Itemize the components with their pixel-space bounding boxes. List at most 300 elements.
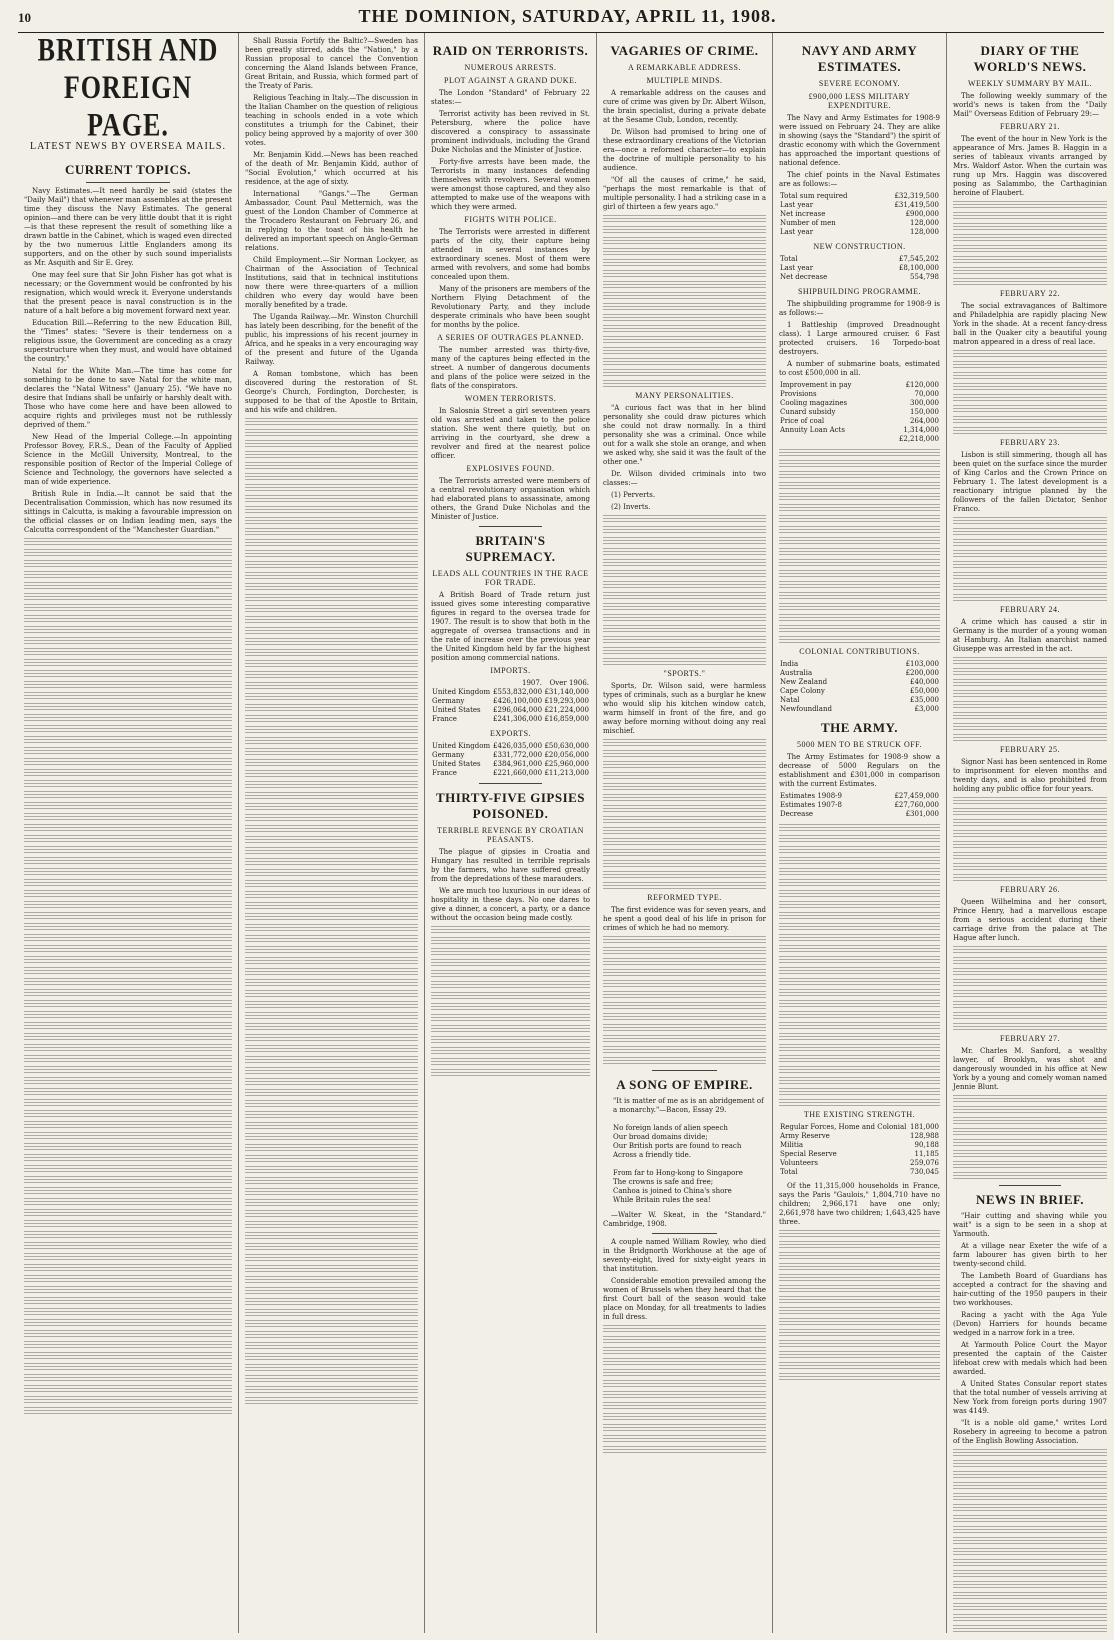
text-line bbox=[603, 860, 766, 869]
topic-paragraph: One may feel sure that Sir John Fisher has got what is necessary; or the Government would be confronted by his resignation, which would wreck it. Everyone understands that the present peace is naval construction is in the nature of a halt before a big movement forward next year. bbox=[24, 271, 232, 315]
text-line bbox=[245, 682, 418, 691]
text-line bbox=[245, 462, 418, 471]
raid-heading: RAID ON TERRORISTS. bbox=[432, 43, 589, 58]
table-cell: 128,988 bbox=[910, 1132, 939, 1140]
diary-entry: Mr. Charles M. Sanford, a wealthy lawyer, of Brooklyn, was shot and dangerously wounded in his office at New York by a young and comely woman named Jennie Blunt. bbox=[953, 1047, 1107, 1091]
text-line bbox=[431, 959, 590, 968]
text-line bbox=[779, 868, 940, 877]
table-row bbox=[779, 255, 940, 264]
raid-body bbox=[431, 89, 590, 212]
text-line bbox=[603, 237, 766, 246]
text-line bbox=[603, 1380, 766, 1389]
diary-entry: Signor Nasi has been sentenced in Rome to imprisonment for eleven months and twenty days, and is also prohibited from holding any public office for four years. bbox=[953, 758, 1107, 793]
text-line bbox=[24, 736, 232, 745]
diary-subheading: WEEKLY SUMMARY BY MAIL. bbox=[967, 79, 1093, 88]
paragraph: "Of all the causes of crime," he said, "perhaps the most remarkable is that of multiple personality. I had a striking case in a girl of thirteen a few years ago." bbox=[603, 176, 766, 211]
text-line bbox=[245, 671, 418, 680]
text-line bbox=[779, 1230, 940, 1239]
text-line bbox=[245, 858, 418, 867]
crime-subheading: A REMARKABLE ADDRESS. bbox=[628, 63, 741, 72]
text-line bbox=[603, 1046, 766, 1055]
table-cell: £331,772,000 bbox=[493, 751, 543, 759]
personalities-body bbox=[603, 404, 766, 512]
table-cell: £19,293,000 bbox=[544, 697, 589, 705]
text-line bbox=[245, 935, 418, 944]
text-line bbox=[24, 571, 232, 580]
table-row bbox=[779, 273, 940, 282]
text-line bbox=[779, 1307, 940, 1316]
paragraph: The Army Estimates for 1908-9 show a decrease of 5000 Regulars on the establishment and £301,000 in comparison with the current Estimates. bbox=[779, 753, 940, 788]
table-cell: £426,100,000 bbox=[493, 697, 543, 705]
text-line bbox=[603, 849, 766, 858]
paragraph: "A curious fact was that in her blind personality she could draw pictures which she could not draw normally. In a third personality she was a criminal. Once while out for a walk she stole an orange, and when we asked why, she said it was the fault of the other one." bbox=[603, 404, 766, 466]
table-cell: £11,213,000 bbox=[544, 769, 589, 777]
topic-paragraph: Shall Russia Fortify the Baltic?—Sweden has been greatly stirred, adds the "Nation," by a Russian proposal to cancel the Convention concerning the Aland Islands between France, Great Britain, and Russia, which formed part of the Treaty of Paris. bbox=[245, 37, 418, 90]
text-line bbox=[24, 1033, 232, 1042]
text-line bbox=[245, 1386, 418, 1395]
brief-item: At Yarmouth Police Court the Mayor presented the captain of the Caister lifeboat crew with medals which had been awarded. bbox=[953, 1341, 1107, 1376]
text-line bbox=[245, 638, 418, 647]
text-line bbox=[953, 990, 1107, 999]
text-line bbox=[245, 1133, 418, 1142]
table-cell: Improvement in pay bbox=[780, 381, 852, 389]
table-cell: 90,188 bbox=[914, 1141, 939, 1149]
text-line bbox=[953, 1150, 1107, 1159]
diary-text bbox=[953, 1095, 1107, 1181]
exports-heading: EXPORTS. bbox=[489, 729, 532, 738]
text-line bbox=[603, 647, 766, 656]
text-line bbox=[779, 515, 940, 524]
text-line bbox=[245, 484, 418, 493]
text-line bbox=[245, 1265, 418, 1274]
text-line bbox=[953, 1106, 1107, 1115]
paragraph: The chief points in the Naval Estimates are as follows:— bbox=[779, 171, 940, 188]
table-cell: Cooling magazines bbox=[780, 399, 848, 407]
text-line bbox=[953, 201, 1107, 210]
text-line bbox=[953, 528, 1107, 537]
table-cell: United Kingdom bbox=[432, 688, 491, 696]
table-cell: £21,224,000 bbox=[544, 706, 589, 714]
table-cell: Number of men bbox=[780, 219, 836, 227]
table-cell: Last year bbox=[780, 264, 814, 272]
table-cell: Germany bbox=[432, 751, 465, 759]
table-cell: Decrease bbox=[780, 810, 814, 818]
table-cell: France bbox=[432, 715, 457, 723]
text-line bbox=[779, 460, 940, 469]
table-cell: £50,000 bbox=[910, 687, 939, 695]
text-line bbox=[245, 946, 418, 955]
text-line bbox=[245, 1309, 418, 1318]
table-row bbox=[779, 1141, 940, 1150]
text-line bbox=[779, 1362, 940, 1371]
text-line bbox=[431, 1014, 590, 1023]
text-line bbox=[953, 723, 1107, 732]
topic-paragraph: Navy Estimates.—It need hardly be said (states the "Daily Mail") that whenever man assembles at the present time they discuss the Navy Estimates. The general opinion—and there can be very little doubt that it is right—is that these represent the result of something like a drawn battle in the Cabinet, which is waged even directed by the two numerous Little Englanders among its supporters, and on the other by such sound imperialists as Mr. Asquith and Sir E. Grey. bbox=[24, 187, 232, 267]
text-line bbox=[24, 1209, 232, 1218]
column-2 bbox=[239, 33, 425, 1633]
table-cell: United States bbox=[432, 760, 481, 768]
table-cell: Net decrease bbox=[780, 273, 828, 281]
text-line bbox=[603, 772, 766, 781]
text-line bbox=[603, 603, 766, 612]
year-column-header: 1907. bbox=[521, 679, 543, 687]
table-cell: £296,064,000 bbox=[493, 706, 543, 714]
text-line bbox=[24, 1352, 232, 1361]
women-body bbox=[431, 407, 590, 461]
text-line bbox=[603, 1336, 766, 1345]
text-line bbox=[245, 495, 418, 504]
diary-text bbox=[953, 517, 1107, 603]
text-line bbox=[24, 1110, 232, 1119]
text-line bbox=[245, 1144, 418, 1153]
crime-text bbox=[603, 515, 766, 667]
text-line bbox=[245, 880, 418, 889]
text-line bbox=[603, 1057, 766, 1066]
diary-date: FEBRUARY 22. bbox=[1000, 289, 1060, 298]
table-cell: United Kingdom bbox=[432, 742, 491, 750]
text-line bbox=[953, 517, 1107, 526]
text-line bbox=[245, 704, 418, 713]
text-line bbox=[245, 814, 418, 823]
text-line bbox=[953, 416, 1107, 425]
text-line bbox=[953, 979, 1107, 988]
table-cell: Annuity Loan Acts bbox=[780, 426, 845, 434]
text-line bbox=[24, 1396, 232, 1405]
text-line bbox=[953, 1548, 1107, 1557]
text-line bbox=[779, 846, 940, 855]
text-line bbox=[779, 625, 940, 634]
gipsies-body bbox=[431, 848, 590, 923]
table-cell: £31,140,000 bbox=[544, 688, 589, 696]
army-heading: THE ARMY. bbox=[821, 720, 898, 735]
plot-subheading: PLOT AGAINST A GRAND DUKE. bbox=[444, 76, 577, 85]
column-5 bbox=[773, 33, 947, 1633]
text-line bbox=[245, 1210, 418, 1219]
text-line bbox=[24, 549, 232, 558]
army-text bbox=[779, 824, 940, 1108]
text-line bbox=[24, 813, 232, 822]
topic-paragraph: New Head of the Imperial College.—In appointing Professor Bovey, F.R.S., Dean of the Faculty of Applied Science in the McGill University, Montreal, to the responsible position of Rector of the Imperial College of Science and Technology, the governors have selected a man of wide experience. bbox=[24, 433, 232, 486]
table-cell: 150,000 bbox=[910, 408, 939, 416]
text-line bbox=[779, 1296, 940, 1305]
text-line bbox=[953, 668, 1107, 677]
table-cell: 11,185 bbox=[914, 1150, 939, 1158]
table-cell: 1,314,000 bbox=[903, 426, 939, 434]
columns bbox=[18, 33, 1107, 1633]
text-line bbox=[953, 1537, 1107, 1546]
text-line bbox=[779, 824, 940, 833]
text-line bbox=[603, 1413, 766, 1422]
column-6-text bbox=[953, 1449, 1107, 1633]
column-1-text bbox=[24, 538, 232, 1416]
text-line bbox=[603, 592, 766, 601]
text-line bbox=[779, 901, 940, 910]
table-cell: Militia bbox=[780, 1141, 804, 1149]
text-line bbox=[24, 1231, 232, 1240]
text-line bbox=[24, 747, 232, 756]
column-1 bbox=[18, 33, 239, 1633]
table-row bbox=[431, 742, 590, 751]
text-line bbox=[603, 303, 766, 312]
text-line bbox=[245, 1320, 418, 1329]
text-line bbox=[603, 215, 766, 224]
text-line bbox=[24, 582, 232, 591]
table-cell: 128,000 bbox=[910, 219, 939, 227]
table-row bbox=[779, 1150, 940, 1159]
text-line bbox=[24, 615, 232, 624]
text-line bbox=[779, 592, 940, 601]
text-line bbox=[779, 1285, 940, 1294]
text-line bbox=[24, 879, 232, 888]
table-cell: Newfoundland bbox=[780, 705, 832, 713]
text-line bbox=[24, 1242, 232, 1251]
text-line bbox=[779, 967, 940, 976]
text-line bbox=[245, 517, 418, 526]
text-line bbox=[245, 451, 418, 460]
table-cell: United States bbox=[432, 706, 481, 714]
text-line bbox=[245, 506, 418, 515]
text-line bbox=[779, 1033, 940, 1042]
imports-heading: IMPORTS. bbox=[490, 666, 531, 675]
text-line bbox=[953, 550, 1107, 559]
text-line bbox=[24, 1165, 232, 1174]
paragraph: The number arrested was thirty-five, many of the captures being effected in the street. A number of dangerous documents and plans of the police were seized in the flats of the conspirators. bbox=[431, 346, 590, 390]
table-row bbox=[779, 705, 940, 714]
text-line bbox=[779, 1329, 940, 1338]
text-line bbox=[603, 1035, 766, 1044]
text-line bbox=[245, 979, 418, 988]
text-line bbox=[953, 223, 1107, 232]
current-topics-heading: CURRENT TOPICS. bbox=[65, 162, 191, 177]
text-line bbox=[245, 1023, 418, 1032]
text-line bbox=[24, 593, 232, 602]
text-line bbox=[603, 1013, 766, 1022]
text-line bbox=[779, 504, 940, 513]
table-cell: £20,056,000 bbox=[544, 751, 589, 759]
text-line bbox=[603, 537, 766, 546]
text-line bbox=[603, 1325, 766, 1334]
colonial-subheading: COLONIAL CONTRIBUTIONS. bbox=[799, 647, 920, 656]
text-line bbox=[953, 361, 1107, 370]
table-row bbox=[779, 792, 940, 801]
text-line bbox=[245, 1364, 418, 1373]
table-cell: £7,545,202 bbox=[898, 255, 939, 263]
text-line bbox=[603, 625, 766, 634]
table-row bbox=[779, 228, 940, 237]
text-line bbox=[245, 968, 418, 977]
paragraph: Many of the prisoners are members of the Northern Flying Detachment of the Revolutionary Party, and they include desperate criminals who have been sought for months by the police. bbox=[431, 285, 590, 329]
text-line bbox=[245, 924, 418, 933]
text-line bbox=[779, 1011, 940, 1020]
text-line bbox=[779, 570, 940, 579]
brief-item: At a village near Exeter the wife of a farm labourer has given birth to her twenty-second child. bbox=[953, 1242, 1107, 1268]
text-line bbox=[24, 604, 232, 613]
text-line bbox=[24, 846, 232, 855]
text-line bbox=[953, 874, 1107, 883]
text-line bbox=[603, 259, 766, 268]
army-table bbox=[779, 792, 940, 819]
text-line bbox=[245, 913, 418, 922]
households-body bbox=[779, 1182, 940, 1227]
text-line bbox=[24, 989, 232, 998]
table-cell: Total bbox=[780, 255, 798, 263]
crime-heading: VAGARIES OF CRIME. bbox=[610, 43, 759, 58]
text-line bbox=[245, 1287, 418, 1296]
text-line bbox=[953, 1117, 1107, 1126]
text-line bbox=[24, 1088, 232, 1097]
text-line bbox=[24, 681, 232, 690]
text-line bbox=[603, 658, 766, 667]
text-line bbox=[603, 347, 766, 356]
paragraph: In Salosnia Street a girl seventeen years old was arrested and taken to the police station. She went there quietly, but on arriving in the courtyard, she drew a revolver and fired at the nearest police officer. bbox=[431, 407, 590, 460]
text-line bbox=[953, 957, 1107, 966]
table-row bbox=[779, 417, 940, 426]
crime-text bbox=[603, 936, 766, 1066]
text-line bbox=[245, 770, 418, 779]
text-line bbox=[245, 1034, 418, 1043]
divider bbox=[652, 1233, 717, 1234]
diary-entries bbox=[953, 122, 1107, 1181]
current-topics-body bbox=[24, 187, 232, 535]
text-line bbox=[245, 737, 418, 746]
text-line bbox=[779, 493, 940, 502]
table-cell: Cunard subsidy bbox=[780, 408, 836, 416]
table-row bbox=[779, 1168, 940, 1177]
text-line bbox=[431, 1025, 590, 1034]
text-line bbox=[779, 1340, 940, 1349]
text-line bbox=[603, 739, 766, 748]
text-line bbox=[603, 325, 766, 334]
text-line bbox=[245, 473, 418, 482]
text-line bbox=[603, 750, 766, 759]
text-line bbox=[953, 1023, 1107, 1032]
shipbuilding-body bbox=[779, 300, 940, 378]
text-line bbox=[603, 882, 766, 891]
text-line bbox=[953, 852, 1107, 861]
text-line bbox=[24, 1407, 232, 1416]
text-line bbox=[24, 758, 232, 767]
table-cell: 259,076 bbox=[910, 1159, 939, 1167]
women-subheading: WOMEN TERRORISTS. bbox=[464, 394, 557, 403]
text-line bbox=[953, 1570, 1107, 1579]
paragraph: Dr. Wilson divided criminals into two classes:— bbox=[603, 470, 766, 487]
table-cell: £553,832,000 bbox=[493, 688, 543, 696]
text-line bbox=[779, 471, 940, 480]
text-line bbox=[779, 912, 940, 921]
text-line bbox=[779, 879, 940, 888]
text-line bbox=[779, 1099, 940, 1108]
multiple-subheading: MULTIPLE MINDS. bbox=[646, 76, 723, 85]
text-line bbox=[603, 1435, 766, 1444]
text-line bbox=[603, 1369, 766, 1378]
brief-item: A United States Consular report states that the total number of vessels arriving at New York from foreign ports during 1907 was 4149. bbox=[953, 1380, 1107, 1415]
text-line bbox=[245, 990, 418, 999]
table-row bbox=[779, 435, 940, 444]
text-line bbox=[603, 636, 766, 645]
table-cell: 554,798 bbox=[910, 273, 939, 281]
table-cell: 70,000 bbox=[914, 390, 939, 398]
text-line bbox=[24, 835, 232, 844]
paragraph: Dr. Wilson had promised to bring one of these extraordinary creations of the Victorian era—once a reformed character—to explain the doctrine of multiple personality to his audience. bbox=[603, 128, 766, 172]
column-2-text bbox=[245, 418, 418, 1406]
table-cell: India bbox=[780, 660, 799, 668]
text-line bbox=[245, 1397, 418, 1406]
table-row bbox=[779, 219, 940, 228]
text-line bbox=[953, 256, 1107, 265]
text-line bbox=[24, 945, 232, 954]
table-row bbox=[779, 669, 940, 678]
table-cell: Special Reserve bbox=[780, 1150, 837, 1158]
text-line bbox=[24, 1099, 232, 1108]
estimates-text bbox=[779, 449, 940, 645]
diary-entry: The event of the hour in New York is the appearance of Mrs. James B. Haggin in a series of tableaux vivants arranged by Mrs. Waldorf Astor. When the curtain was rung up Mrs. Haggin was discovered posing as Salammbo, the Carthaginian heroine of Flaubert. bbox=[953, 135, 1107, 197]
text-line bbox=[245, 847, 418, 856]
text-line bbox=[24, 1275, 232, 1284]
table-row bbox=[779, 678, 940, 687]
text-line bbox=[603, 548, 766, 557]
table-cell: 730,045 bbox=[910, 1168, 939, 1176]
text-line bbox=[24, 1286, 232, 1295]
text-line bbox=[24, 1077, 232, 1086]
text-line bbox=[953, 1471, 1107, 1480]
text-line bbox=[953, 734, 1107, 743]
text-line bbox=[245, 528, 418, 537]
text-line bbox=[24, 1066, 232, 1075]
text-line bbox=[245, 792, 418, 801]
text-line bbox=[603, 1024, 766, 1033]
text-line bbox=[953, 863, 1107, 872]
text-line bbox=[245, 561, 418, 570]
text-line bbox=[779, 1055, 940, 1064]
text-line bbox=[953, 572, 1107, 581]
table-cell: Germany bbox=[432, 697, 465, 705]
text-line bbox=[245, 1298, 418, 1307]
table-row bbox=[431, 697, 590, 706]
text-line bbox=[24, 1330, 232, 1339]
text-line bbox=[779, 1318, 940, 1327]
text-line bbox=[245, 1078, 418, 1087]
text-line bbox=[953, 1526, 1107, 1535]
text-line bbox=[245, 1342, 418, 1351]
diary-text bbox=[953, 201, 1107, 287]
text-line bbox=[245, 781, 418, 790]
text-line bbox=[953, 1128, 1107, 1137]
text-line bbox=[24, 1044, 232, 1053]
table-cell: £3,000 bbox=[914, 705, 939, 713]
text-line bbox=[24, 912, 232, 921]
text-line bbox=[603, 1446, 766, 1455]
text-line bbox=[24, 1264, 232, 1273]
page-number: 10 bbox=[18, 10, 31, 25]
table-cell: £31,419,500 bbox=[894, 201, 939, 209]
text-line bbox=[603, 1002, 766, 1011]
army-body bbox=[779, 753, 940, 789]
reformed-subheading: REFORMED TYPE. bbox=[647, 893, 722, 902]
table-cell: Cape Colony bbox=[780, 687, 825, 695]
text-line bbox=[779, 482, 940, 491]
text-line bbox=[953, 819, 1107, 828]
text-line bbox=[245, 627, 418, 636]
table-cell: £8,100,000 bbox=[898, 264, 939, 272]
paragraph: The Terrorists arrested were members of a central revolutionary organisation which had elaborated plans to assassinate, among others, the Grand Duke Nicholas and the Minister of Justice. bbox=[431, 477, 590, 521]
table-cell: £27,459,000 bbox=[894, 792, 939, 800]
table-row bbox=[779, 810, 940, 819]
increases-table bbox=[779, 381, 940, 444]
text-line bbox=[24, 1055, 232, 1064]
text-line bbox=[779, 449, 940, 458]
text-line bbox=[245, 825, 418, 834]
diary-text bbox=[953, 350, 1107, 436]
